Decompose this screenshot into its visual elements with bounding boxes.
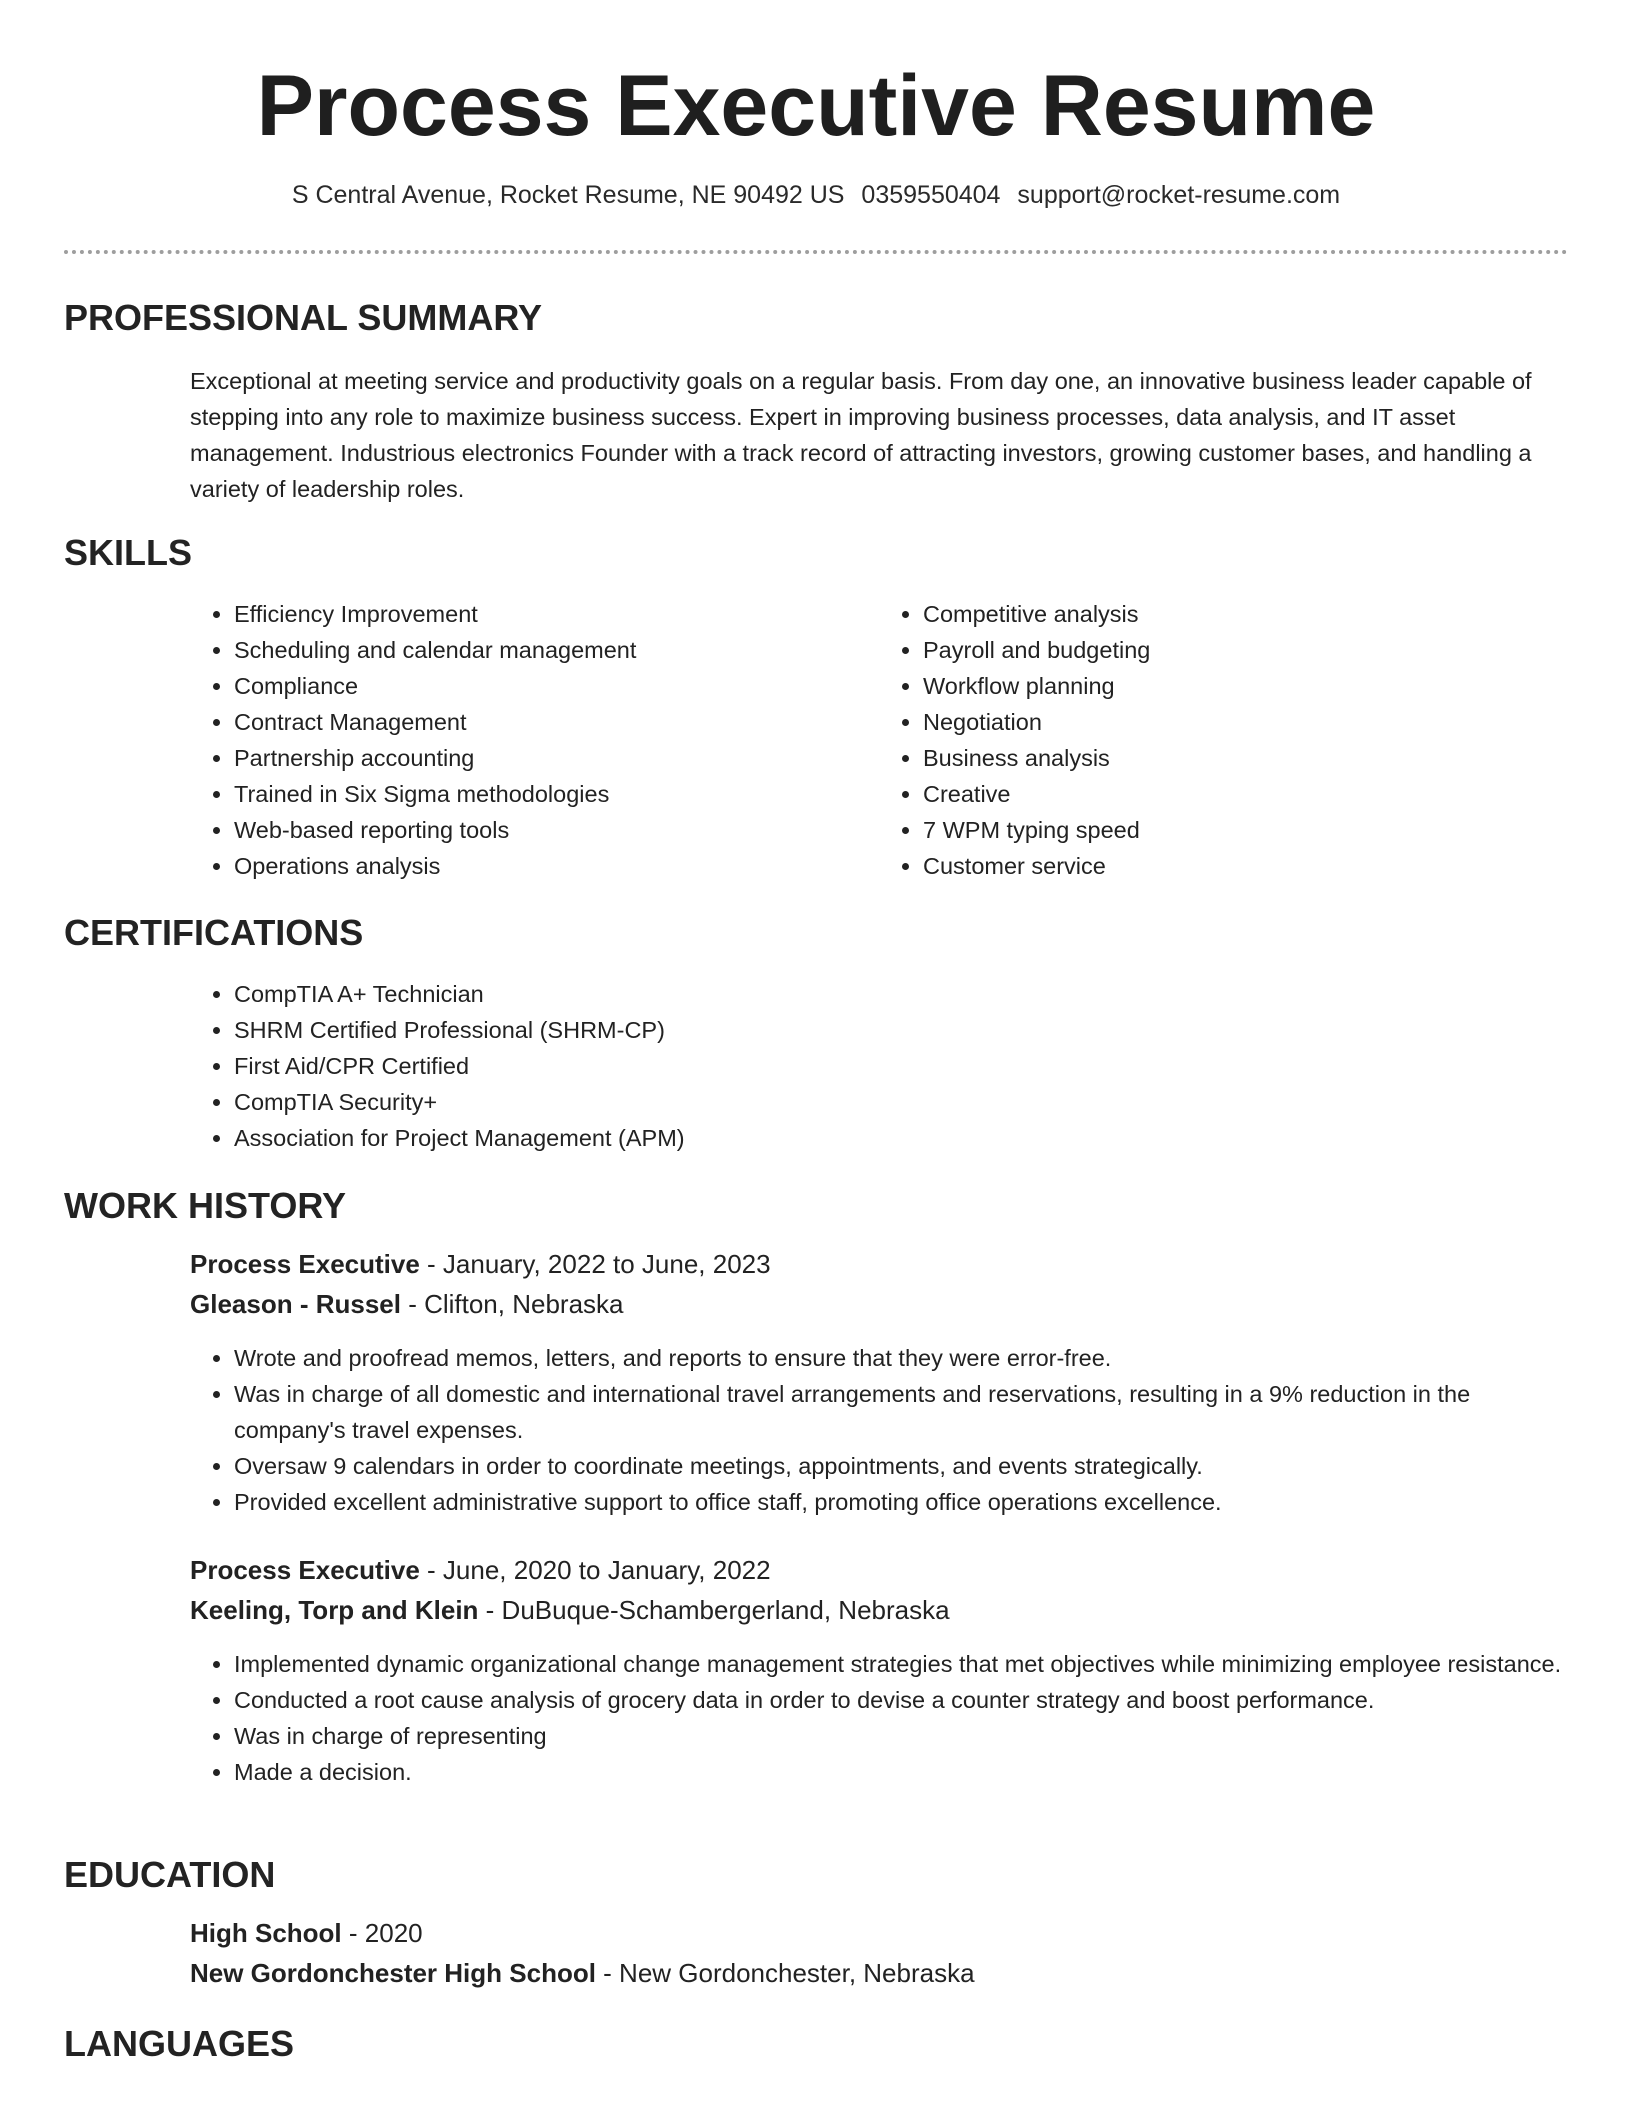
summary-heading: PROFESSIONAL SUMMARY	[64, 297, 543, 338]
work-history-section	[64, 1184, 1568, 1790]
job-company: Keeling, Torp and Klein	[190, 1595, 479, 1625]
resume-title: Process Executive Resume	[256, 58, 1376, 154]
job-location: - Clifton, Nebraska	[400, 1289, 624, 1319]
education-heading: EDUCATION	[64, 1854, 276, 1895]
list-item: • Creative	[923, 776, 1568, 812]
job-title-line	[190, 1550, 1568, 1590]
education-year: - 2020	[341, 1918, 423, 1948]
list-item: • Was in charge of representing	[234, 1718, 1564, 1754]
contact-phone: 0359550404	[861, 181, 1001, 209]
summary-section	[64, 296, 1568, 507]
list-item: • Conducted a root cause analysis of grocery data in order to devise a counter strategy and boost performance.	[234, 1682, 1564, 1718]
list-item: • Implemented dynamic organizational change management strategies that met objectives while minimizing employee resistance.	[234, 1646, 1564, 1682]
list-item: • Compliance	[234, 668, 879, 704]
job-company-line	[190, 1590, 1568, 1630]
education-degree: High School	[190, 1918, 342, 1948]
education-location: - New Gordonchester, Nebraska	[595, 1958, 975, 1988]
job-title-line	[190, 1244, 1568, 1284]
job-title: Process Executive	[190, 1249, 420, 1279]
job-entry	[190, 1550, 1568, 1790]
skills-columns	[190, 596, 1568, 884]
list-item: • Web-based reporting tools	[234, 812, 879, 848]
list-item: • Made a decision.	[234, 1754, 1564, 1790]
job-location: - DuBuque-Schambergerland, Nebraska	[478, 1595, 950, 1625]
summary-text: Exceptional at meeting service and productivity goals on a regular basis. From day one, an innovative business leader capable of stepping into any role to maximize business success. Expert in improving business processes, data analysis, and IT asset management. Industrious electronics Founder with a track record of attracting investors, growing customer bases, and handling a variety of leadership roles.	[190, 368, 1532, 502]
education-section	[64, 1853, 1568, 1993]
list-item: • First Aid/CPR Certified	[234, 1048, 1568, 1084]
list-item: • Workflow planning	[923, 668, 1568, 704]
list-item: • Scheduling and calendar management	[234, 632, 879, 668]
education-entry	[190, 1913, 1568, 1993]
list-item: • Operations analysis	[234, 848, 879, 884]
job-company-line	[190, 1284, 1568, 1324]
list-item: • Customer service	[923, 848, 1568, 884]
list-item: • Wrote and proofread memos, letters, and reports to ensure that they were error-free.	[234, 1340, 1564, 1376]
languages-heading: LANGUAGES	[64, 2023, 295, 2064]
education-degree-line	[190, 1913, 1568, 1953]
education-school-line	[190, 1953, 1568, 1993]
work-history-heading: WORK HISTORY	[64, 1185, 347, 1226]
list-item: • Trained in Six Sigma methodologies	[234, 776, 879, 812]
list-item: • 7 WPM typing speed	[923, 812, 1568, 848]
list-item: • Association for Project Management (APM)	[234, 1120, 1568, 1156]
list-item: • Negotiation	[923, 704, 1568, 740]
certifications-heading: CERTIFICATIONS	[64, 912, 364, 953]
job-company: Gleason - Russel	[190, 1289, 401, 1319]
list-item: • Provided excellent administrative support to office staff, promoting office operations excellence.	[234, 1484, 1564, 1520]
list-item: • Business analysis	[923, 740, 1568, 776]
list-item: • Competitive analysis	[923, 596, 1568, 632]
header-divider	[64, 250, 1568, 254]
job-bullets	[190, 1340, 1568, 1520]
languages-section	[64, 2022, 1568, 2066]
list-item: • Partnership accounting	[234, 740, 879, 776]
list-item: • Was in charge of all domestic and international travel arrangements and reservations, resulting in a 9% reduction in the company's travel expenses.	[234, 1376, 1564, 1448]
list-item: • CompTIA A+ Technician	[234, 976, 1568, 1012]
list-item: • Efficiency Improvement	[234, 596, 879, 632]
list-item: • Oversaw 9 calendars in order to coordinate meetings, appointments, and events strategically.	[234, 1448, 1564, 1484]
skills-section	[64, 531, 1568, 884]
skills-heading: SKILLS	[64, 532, 193, 573]
skills-list-left	[190, 596, 879, 884]
list-item: • SHRM Certified Professional (SHRM-CP)	[234, 1012, 1568, 1048]
list-item: • Contract Management	[234, 704, 879, 740]
certifications-list	[190, 976, 1568, 1156]
job-entry	[190, 1244, 1568, 1520]
list-item: • Payroll and budgeting	[923, 632, 1568, 668]
job-dates: - June, 2020 to January, 2022	[419, 1555, 771, 1585]
contact-email: support@rocket-resume.com	[1017, 181, 1341, 209]
education-school: New Gordonchester High School	[190, 1958, 596, 1988]
job-bullets	[190, 1646, 1568, 1790]
certifications-section	[64, 911, 1568, 1156]
skills-list-right	[879, 596, 1568, 884]
list-item: • CompTIA Security+	[234, 1084, 1568, 1120]
job-dates: - January, 2022 to June, 2023	[419, 1249, 771, 1279]
contact-line	[0, 180, 1632, 210]
contact-address: S Central Avenue, Rocket Resume, NE 90492 US	[291, 181, 845, 209]
job-title: Process Executive	[190, 1555, 420, 1585]
